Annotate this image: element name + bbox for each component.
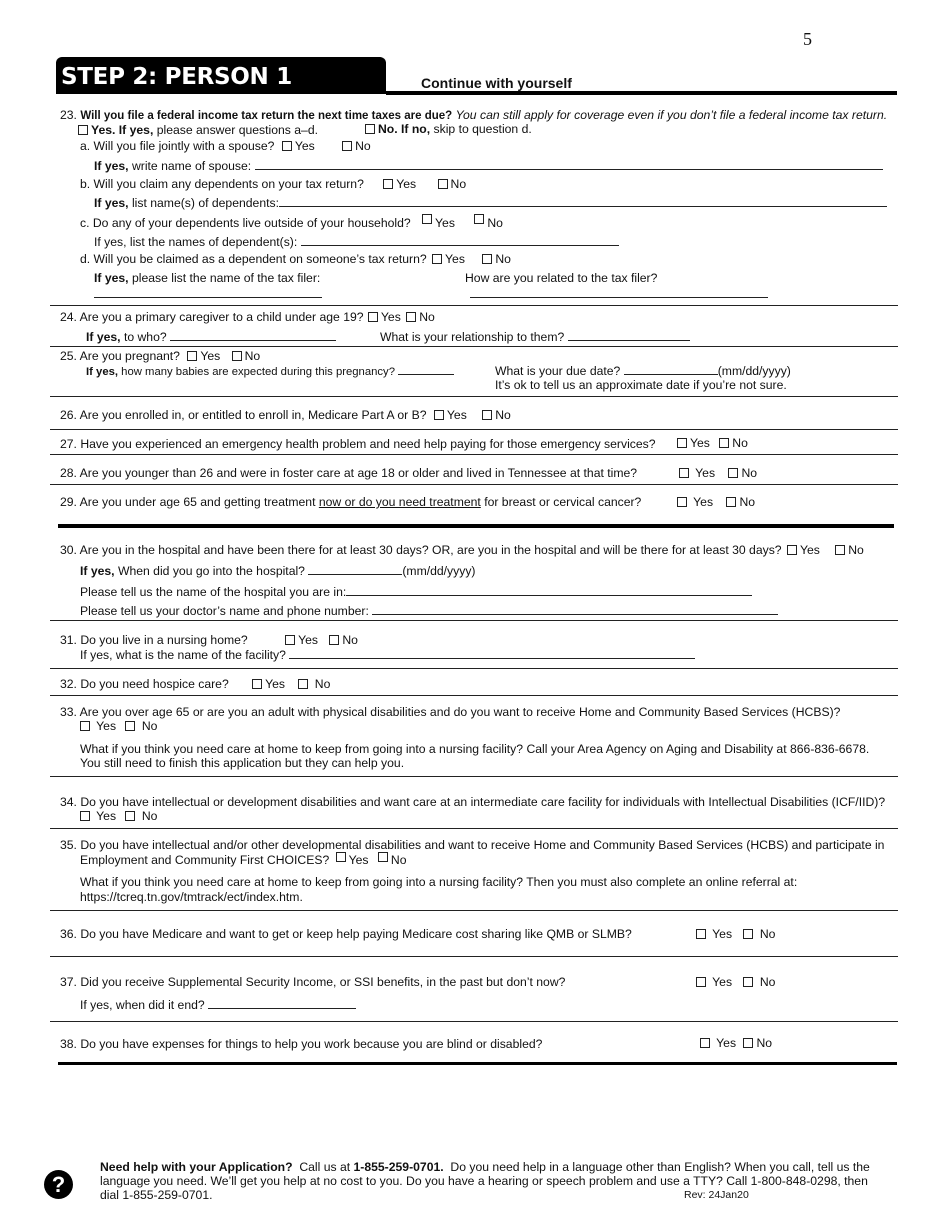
q34-yes-checkbox[interactable]: [80, 811, 90, 821]
q23d-yes-checkbox[interactable]: [432, 254, 442, 264]
q38-options: Yes No: [700, 1036, 772, 1050]
footer-help-line3: dial 1-855-259-0701.: [100, 1188, 213, 1202]
q30-question: 30. Are you in the hospital and have been there for at least 30 days? OR, are you in the hospital and will be there for at least 30 days? Yes No: [60, 543, 864, 557]
hospital-date-input[interactable]: [308, 564, 402, 575]
divider: [50, 484, 898, 485]
q34-no-checkbox[interactable]: [125, 811, 135, 821]
q38-question: 38. Do you have expenses for things to help you work because you are blind or disabled?: [60, 1037, 543, 1051]
q35-info-line1: What if you think you need care at home to keep from going into a nursing facility? Then you must also complete an online referral at:: [80, 875, 798, 889]
revision-label: Rev: 24Jan20: [684, 1189, 749, 1201]
q31-question: 31. Do you live in a nursing home? Yes No: [60, 633, 358, 647]
divider: [50, 620, 898, 621]
doctor-info-input[interactable]: [372, 604, 778, 615]
q32-yes-checkbox[interactable]: [252, 679, 262, 689]
q23-yes-option[interactable]: Yes. If yes, please answer questions a–d.: [78, 123, 318, 137]
q37-yes-checkbox[interactable]: [696, 977, 706, 987]
babies-count-input[interactable]: [398, 364, 454, 375]
q28-no-checkbox[interactable]: [728, 468, 738, 478]
q35-no-checkbox[interactable]: [378, 852, 388, 862]
q37-no-checkbox[interactable]: [743, 977, 753, 987]
q24-relationship-field[interactable]: What is your relationship to them?: [380, 330, 690, 344]
q28-options: Yes No: [679, 466, 757, 480]
q23-question: 23. Will you file a federal income tax return the next time taxes are due? You can still apply for coverage even if you don’t file a federal income tax return.: [60, 108, 888, 122]
q23-yes-checkbox[interactable]: [78, 125, 88, 135]
facility-name-input[interactable]: [289, 648, 695, 659]
q36-question: 36. Do you have Medicare and want to get or keep help paying Medicare cost sharing like QMB or SLMB?: [60, 927, 632, 941]
q23a-no-checkbox[interactable]: [342, 141, 352, 151]
q23b-yes-checkbox[interactable]: [383, 179, 393, 189]
q33-no-checkbox[interactable]: [125, 721, 135, 731]
q30-no-checkbox[interactable]: [835, 545, 845, 555]
outside-dependents-input[interactable]: [301, 235, 619, 246]
divider: [50, 828, 898, 829]
q23c-question: c. Do any of your dependents live outside of your household? Yes No: [80, 216, 503, 230]
q33-options: Yes No: [80, 719, 157, 733]
q23a-spouse-field[interactable]: If yes, write name of spouse:: [94, 159, 883, 173]
q26-yes-checkbox[interactable]: [434, 410, 444, 420]
divider: [50, 429, 898, 430]
q25-approx-note: It’s ok to tell us an approximate date if you’re not sure.: [495, 378, 787, 392]
q31-facility-field[interactable]: If yes, what is the name of the facility?: [80, 648, 695, 662]
q28-yes-checkbox[interactable]: [679, 468, 689, 478]
divider: [50, 305, 898, 306]
dependents-input[interactable]: [279, 196, 887, 207]
q25-question: 25. Are you pregnant? Yes No: [60, 349, 261, 363]
q35-yes-checkbox[interactable]: [336, 852, 346, 862]
q23b-dependents-field[interactable]: If yes, list name(s) of dependents:: [94, 196, 887, 210]
q24-no-checkbox[interactable]: [406, 312, 416, 322]
step-title: STEP 2: PERSON 1: [56, 57, 386, 94]
q26-question: 26. Are you enrolled in, or entitled to enroll in, Medicare Part A or B? Yes No: [60, 408, 511, 422]
q32-no-checkbox[interactable]: [298, 679, 308, 689]
q29-yes-checkbox[interactable]: [677, 497, 687, 507]
q23-no-option[interactable]: No. If no, skip to question d.: [365, 122, 532, 136]
tax-filer-name-input[interactable]: [94, 287, 322, 298]
q27-no-checkbox[interactable]: [719, 438, 729, 448]
q29-no-checkbox[interactable]: [726, 497, 736, 507]
q27-yes-checkbox[interactable]: [677, 438, 687, 448]
q25-due-date-field[interactable]: What is your due date? (mm/dd/yyyy): [495, 364, 791, 378]
ssi-end-date-input[interactable]: [208, 998, 356, 1009]
q33-question: 33. Are you over age 65 or are you an adult with physical disabilities and do you want to receive Home and Community Based Services (HCBS)?: [60, 705, 841, 719]
q23-no-checkbox[interactable]: [365, 124, 375, 134]
q23a-yes-checkbox[interactable]: [282, 141, 292, 151]
tax-filer-relation-input[interactable]: [470, 287, 768, 298]
footer-help-line2: language you need. We’ll get you help at no cost to you. Do you have a hearing or speech problem and use a TTY? Call 1-800-848-0298, then: [100, 1174, 868, 1188]
q33-info-line2: You still need to finish this application but they can help you.: [80, 756, 405, 770]
divider: [50, 346, 898, 347]
q35-question-line1: 35. Do you have intellectual and/or other developmental disabilities and want to receive Home and Community Based Services (HCBS) and participate in: [60, 838, 885, 852]
q29-options: Yes No: [677, 495, 755, 509]
section-divider: [58, 524, 894, 528]
q36-options: Yes No: [696, 927, 775, 941]
section-divider: [58, 1062, 897, 1065]
q30-doctor-field[interactable]: Please tell us your doctor’s name and phone number:: [80, 604, 778, 618]
q33-info-line1: What if you think you need care at home to keep from going into a nursing facility? Call your Area Agency on Aging and Disability at 866-836-6678.: [80, 742, 870, 756]
q23b-no-checkbox[interactable]: [438, 179, 448, 189]
q34-question: 34. Do you have intellectual or development disabilities and want care at an intermediate care facility for individuals with Intellectual Disabilities (ICF/IID)?: [60, 795, 886, 809]
q24-who-input[interactable]: [170, 330, 336, 341]
q30-date-field[interactable]: If yes, When did you go into the hospital? (mm/dd/yyyy): [80, 564, 476, 578]
q36-yes-checkbox[interactable]: [696, 929, 706, 939]
q37-end-date-field[interactable]: If yes, when did it end?: [80, 998, 356, 1012]
q29-question: 29. Are you under age 65 and getting treatment now or do you need treatment for breast or cervical cancer?: [60, 495, 642, 509]
q23d-question: d. Will you be claimed as a dependent on someone’s tax return? Yes No: [80, 252, 511, 266]
q33-yes-checkbox[interactable]: [80, 721, 90, 731]
due-date-input[interactable]: [624, 364, 718, 375]
divider: [50, 695, 898, 696]
q38-yes-checkbox[interactable]: [700, 1038, 710, 1048]
q27-question: 27. Have you experienced an emergency health problem and need help paying for those emergency services?: [60, 437, 656, 451]
q23c-no-checkbox[interactable]: [474, 214, 484, 224]
footer-help-line1: Need help with your Application? Call us at 1-855-259-0701. Do you need help in a language other than English? When you call, tell us the: [100, 1160, 870, 1174]
q24-relationship-input[interactable]: [568, 330, 690, 341]
q35-referral-link[interactable]: https://tcreq.tn.gov/tmtrack/ect/index.htm.: [80, 890, 303, 904]
q23c-names-field[interactable]: If yes, list the names of dependent(s):: [94, 235, 619, 249]
q26-no-checkbox[interactable]: [482, 410, 492, 420]
q38-no-checkbox[interactable]: [743, 1038, 753, 1048]
divider: [50, 956, 898, 957]
q37-question: 37. Did you receive Supplemental Security Income, or SSI benefits, in the past but don’t now?: [60, 975, 566, 989]
q23c-yes-checkbox[interactable]: [422, 214, 432, 224]
header-rule: [386, 91, 897, 95]
q30-yes-checkbox[interactable]: [787, 545, 797, 555]
q23b-question: b. Will you claim any dependents on your tax return? Yes No: [80, 177, 467, 191]
help-question-icon: ?: [44, 1170, 73, 1199]
q34-options: Yes No: [80, 809, 157, 823]
hospital-name-input[interactable]: [346, 585, 752, 596]
divider: [50, 396, 898, 397]
q25-babies-field[interactable]: If yes, how many babies are expected during this pregnancy?: [86, 364, 454, 378]
page-number: 5: [803, 29, 812, 49]
q30-hospital-field[interactable]: Please tell us the name of the hospital you are in:: [80, 585, 752, 599]
q31-yes-checkbox[interactable]: [285, 635, 295, 645]
divider: [50, 776, 898, 777]
q24-yes-checkbox[interactable]: [368, 312, 378, 322]
q25-yes-checkbox[interactable]: [187, 351, 197, 361]
q37-options: Yes No: [696, 975, 775, 989]
spouse-name-input[interactable]: [255, 159, 883, 170]
q23d-no-checkbox[interactable]: [482, 254, 492, 264]
q23d-tax-filer-label: If yes, please list the name of the tax filer:: [94, 271, 321, 285]
divider: [50, 668, 898, 669]
divider: [50, 454, 898, 455]
section-subtitle: Continue with yourself: [421, 75, 572, 91]
q32-question: 32. Do you need hospice care? Yes No: [60, 677, 331, 691]
q24-question: 24. Are you a primary caregiver to a child under age 19? Yes No: [60, 310, 435, 324]
q31-no-checkbox[interactable]: [329, 635, 339, 645]
q28-question: 28. Are you younger than 26 and were in foster care at age 18 or older and lived in Tennessee at that time?: [60, 466, 638, 480]
q27-options: Yes No: [677, 436, 748, 450]
q23d-related-label: How are you related to the tax filer?: [465, 271, 658, 285]
q24-who-field[interactable]: If yes, to who?: [86, 330, 336, 344]
q35-question-line2: Employment and Community First CHOICES? Yes No: [80, 853, 407, 867]
divider: [50, 1021, 898, 1022]
divider: [50, 910, 898, 911]
q23a-question: a. Will you file jointly with a spouse? Yes No: [80, 139, 371, 153]
q36-no-checkbox[interactable]: [743, 929, 753, 939]
q25-no-checkbox[interactable]: [232, 351, 242, 361]
